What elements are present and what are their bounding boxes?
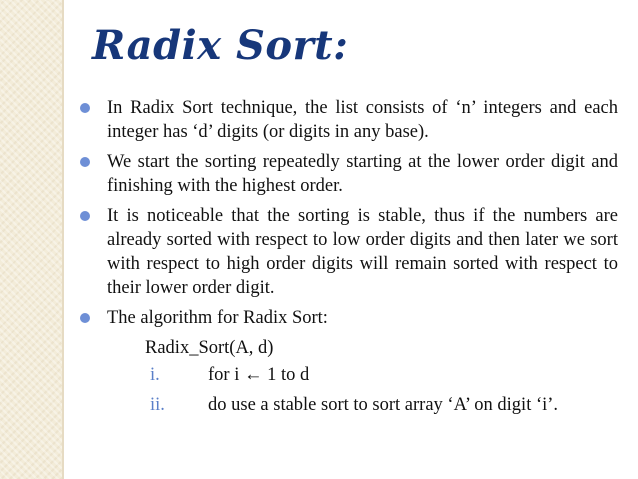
- bullet-text: It is noticeable that the sorting is stable, thus if the numbers are already sorted with respect to low order digits and then later we sort with respect to high order digits will remain sorted with respect to their lower order digit.: [107, 206, 618, 298]
- step-number: ii.: [150, 395, 165, 415]
- step-text: for i ← 1 to d: [208, 365, 310, 385]
- bullet-item: [80, 150, 618, 198]
- decorative-side-band: [0, 0, 62, 479]
- bullet-text: We start the sorting repeatedly starting at the lower order digit and finishing with the highest order.: [107, 152, 618, 196]
- side-band-divider: [62, 0, 64, 479]
- slide-title: Radix Sort:: [92, 22, 349, 69]
- bullet-item: [80, 306, 618, 330]
- bullet-dot-icon: [80, 103, 90, 113]
- bullet-item: [80, 204, 618, 300]
- bullet-dot-icon: [80, 157, 90, 167]
- bullet-dot-icon: [80, 313, 90, 323]
- algorithm-step: [80, 360, 618, 390]
- bullet-text: The algorithm for Radix Sort:: [107, 308, 328, 328]
- step-number: i.: [150, 365, 160, 385]
- step-text: do use a stable sort to sort array ‘A’ on digit ‘i’.: [208, 395, 559, 415]
- slide-content: [80, 96, 618, 420]
- bullet-text: In Radix Sort technique, the list consists of ‘n’ integers and each integer has ‘d’ digits (or digits in any base).: [107, 98, 618, 142]
- algorithm-step: [80, 390, 618, 420]
- bullet-dot-icon: [80, 211, 90, 221]
- algorithm-header: Radix_Sort(A, d): [145, 338, 274, 358]
- bullet-item: [80, 96, 618, 144]
